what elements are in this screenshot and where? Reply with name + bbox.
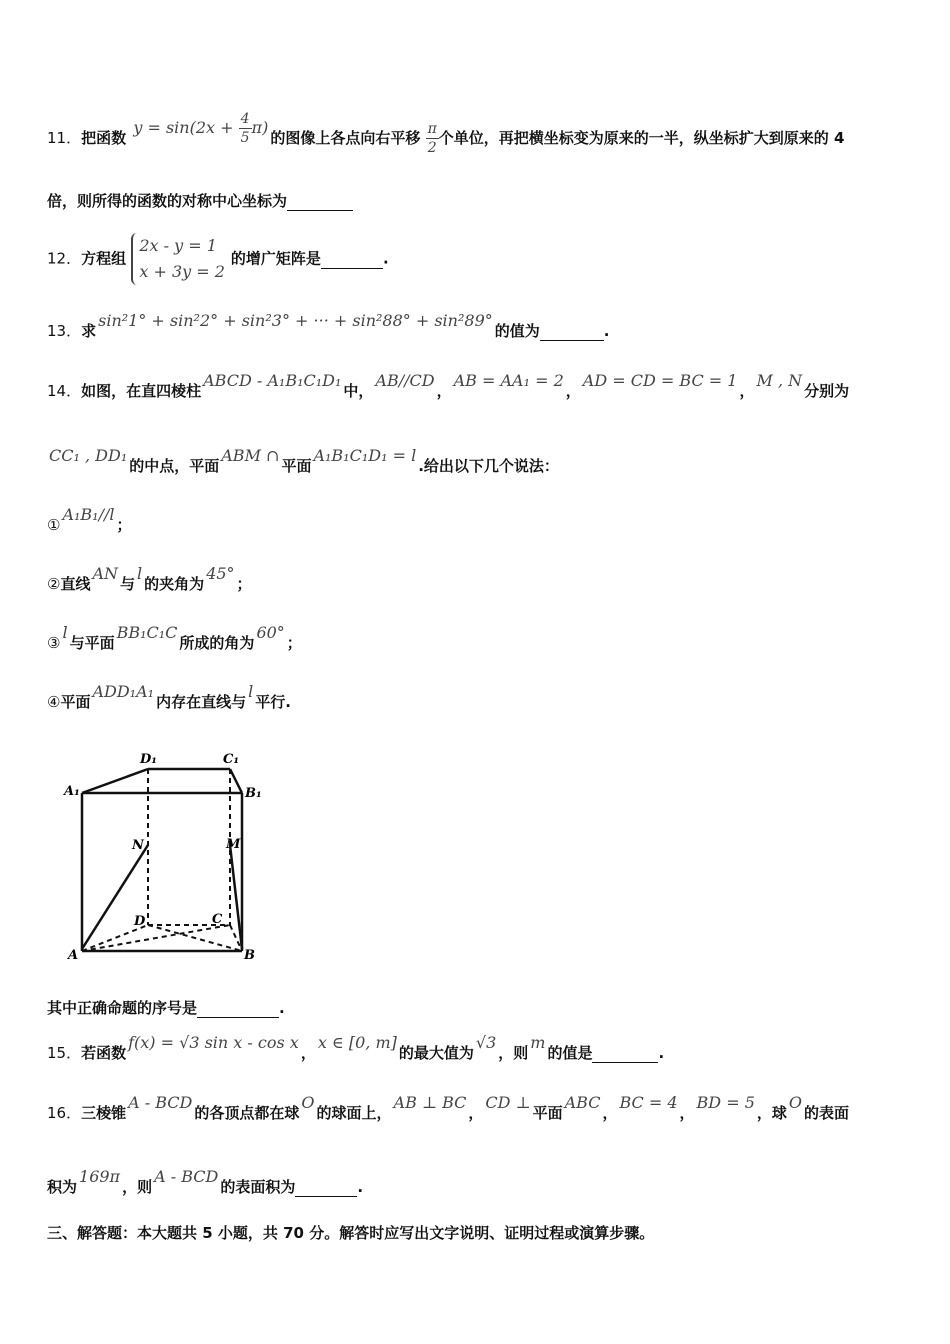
q14-line2: CC₁ , DD₁的中点，平面ABM ∩平面A₁B₁C₁D₁ = l.给出以下几个说法： [49, 446, 559, 475]
label-N: N [132, 838, 144, 853]
q15-function: f(x) = √3 sin x - cos x [128, 1033, 299, 1052]
q13-number: 13． [47, 322, 82, 340]
q15-line: 15．若函数f(x) = √3 sin x - cos x，x ∈ [0, m]的最大值为√3，则m的值是 . [47, 1033, 665, 1062]
q14-line1: 14．如图，在直四棱柱ABCD - A₁B₁C₁D₁中，AB//CD，AB = AA₁ = 2，AD = CD = BC = 1，M , N分别为 [47, 371, 850, 400]
section-3-heading: 三、解答题：本大题共 5 小题，共 70 分。解答时应写出文字说明、证明过程或演算步骤。 [47, 1224, 655, 1242]
label-C1: C₁ [223, 752, 240, 767]
equation-system: 2x - y = 1 x + 3y = 2 [131, 233, 231, 285]
q14-statement-3: ③l与平面BB₁C₁C所成的角为60°； [47, 623, 302, 652]
answer-blank[interactable] [540, 322, 604, 341]
q16-line1: 16．三棱锥A - BCD的各顶点都在球O的球面上，AB ⊥ BC，CD ⊥平面ABC，BC = 4，BD = 5，球O的表面 [47, 1093, 850, 1122]
q14-number: 14． [47, 382, 82, 400]
answer-blank[interactable] [287, 192, 353, 211]
q11-line2: 倍，则所得的函数的对称中心坐标为 [47, 190, 353, 211]
answer-blank[interactable] [321, 250, 383, 269]
q12-number: 12． [47, 249, 82, 268]
q11-function: y = sin(2x + $\frac{4}{5}$ π) [133, 111, 269, 146]
q11-line1: 11．把函数 y = sin(2x + $\frac{4}{5}$ π)的图像上各点向右平移 $\frac{\pi}{2}$ 个单位，再把横坐标变为原来的一半，纵坐标扩大到原来的 4 [47, 111, 845, 156]
label-A1: A₁ [64, 784, 80, 799]
label-A: A [68, 948, 79, 963]
label-D: D [134, 914, 146, 929]
label-B1: B₁ [245, 786, 262, 801]
q11-text: 把函数 [81, 129, 127, 147]
q15-number: 15． [47, 1044, 82, 1062]
q14-statement-2: ②直线AN与l的夹角为45°； [47, 564, 252, 593]
q14-statement-4: ④平面ADD₁A₁内存在直线与l平行. [47, 682, 291, 711]
prism-name: ABCD - A₁B₁C₁D₁ [203, 371, 342, 390]
q11-fraction: $\frac{4}{5}$ [240, 111, 250, 146]
label-C: C [212, 912, 223, 927]
label-B: B [244, 948, 255, 963]
q13-sum-expression: sin²1° + sin²2° + sin²3° + ··· + sin²88° + sin²89° [98, 311, 493, 330]
q12-line: 12．方程组 2x - y = 1 x + 3y = 2 的增广矩阵是 . [47, 233, 389, 285]
answer-blank[interactable] [295, 1178, 357, 1197]
q14-statement-1: ①A₁B₁//l； [47, 505, 132, 534]
answer-blank[interactable] [197, 999, 279, 1018]
label-M: M [226, 837, 241, 852]
label-D1: D₁ [140, 752, 157, 767]
q13-line: 13．求sin²1° + sin²2° + sin²3° + ··· + sin²88° + sin²89°的值为 . [47, 311, 610, 340]
q16-line2: 积为169π，则A - BCD的表面积为 . [47, 1167, 364, 1196]
q11-shift-fraction: $\frac{\pi}{2}$ [427, 121, 437, 156]
q16-number: 16． [47, 1104, 82, 1122]
prism-figure [60, 745, 270, 970]
answer-blank[interactable] [592, 1044, 658, 1063]
q14-conclusion: 其中正确命题的序号是 . [47, 999, 285, 1017]
q11-number: 11． [47, 129, 82, 147]
